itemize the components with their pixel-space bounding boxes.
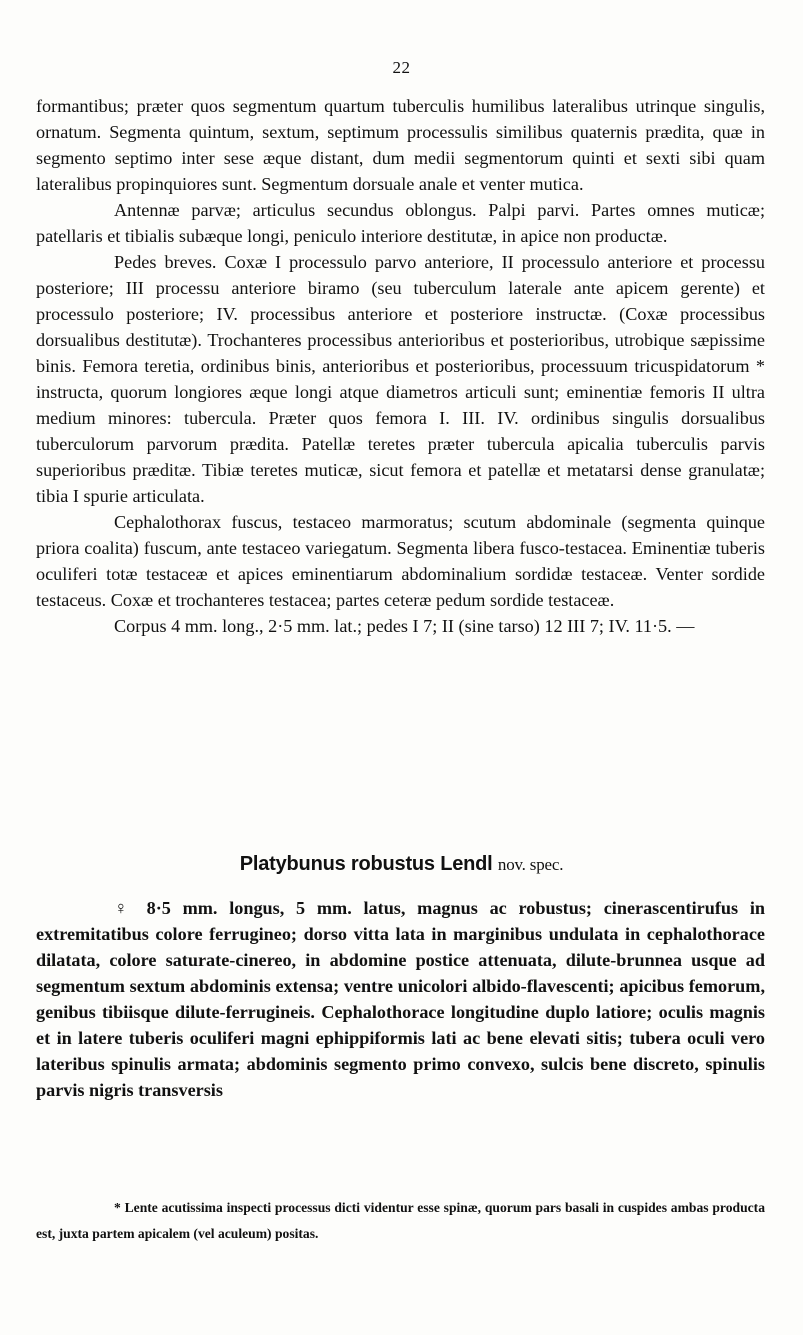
species-heading xyxy=(0,853,803,876)
paragraph: Pedes breves. Coxæ I processulo parvo anteriore, II processulo anteriore et processu posteriore; III processu anteriore biramo (seu tuberculum laterale ante apicem gerente) et processulo posteriore; IV. processibus anteriore et posteriore instructæ. (Coxæ processibus dorsualibus destitutæ). Trochanteres processibus anterioribus et posterioribus, utrobique sæpissime binis. Femora teretia, ordinibus binis, anterioribus et posterioribus, processuum tricuspidatorum * instructa, quorum longiores æque longi atque diametros articuli sunt; eminentiæ femoris II ultra medium minores: tubercula. Præter quos femora I. III. IV. ordinibus singulis dorsualibus tuberculorum parvorum prædita. Patellæ teretes præter tubercula apicalia tuberculis parvis superioribus præditæ. Tibiæ teretes muticæ, sicut femora et patellæ et metatarsi dense granulatæ; tibia I spurie articulata. xyxy=(36,252,765,506)
paragraph: Cephalothorax fuscus, testaceo marmoratus; scutum abdominale (segmenta quinque priora coalita) fuscum, ante testaceo variegatum. Segmenta libera fusco-testacea. Eminentiæ tuberis oculiferi totæ testaceæ et apices eminentiarum abdominalium sordidæ testaceæ. Venter sordide testaceus. Coxæ et trochanteres testacea; partes ceteræ pedum sordide testaceæ. xyxy=(36,512,765,610)
footnote-text: * Lente acutissima inspecti processus dicti videntur esse spinæ, quorum pars basali in cuspides ambas producta est, juxta partem apicalem (vel aculeum) positas. xyxy=(36,1200,765,1241)
paragraph: Antennæ parvæ; articulus secundus oblongus. Palpi parvi. Partes omnes muticæ; patellaris et tibialis subæque longi, peniculo interiore destitutæ, in apice non productæ. xyxy=(36,200,765,246)
main-text xyxy=(36,93,765,639)
page-number: 22 xyxy=(392,58,411,77)
species-suffix: nov. spec. xyxy=(497,855,564,874)
footnote xyxy=(36,1195,765,1247)
species-title: Platybunus robustus Lendl xyxy=(239,853,493,875)
description-paragraph: ♀ 8·5 mm. longus, 5 mm. latus, magnus ac robustus; cinerascentirufus in extremitatibus colore ferrugineo; dorso vitta lata in marginibus undulata in cephalothorace dilatata, colore saturate-cinereo, in abdomine postice attenuata, dilute-brunnea usque ad segmentum sextum abdominis extensa; ventre unicolori albido-flavescenti; apicibus femorum, genibus tibiisque dilute-ferrugineis. Cephalothorace longitudine duplo latiore; oculis magnis et in latere tuberis oculiferi magni ephippiformis lati ac bene elevati sitis; tubera oculi vero lateribus spinulis armata; abdominis segmento primo convexo, sulcis bene discreto, spinulis parvis nigris transversis xyxy=(36,898,765,1100)
species-description xyxy=(36,895,765,1103)
paragraph: Corpus 4 mm. long., 2·5 mm. lat.; pedes I 7; II (sine tarso) 12 III 7; IV. 11·5. — xyxy=(114,616,695,636)
paragraph: formantibus; præter quos segmentum quartum tuberculis humilibus lateralibus utrinque singulis, ornatum. Segmenta quintum, sextum, septimum processulis similibus quaternis prædita, quæ in segmento septimo inter sese æque distant, dum medii segmentorum quinti et sexti sibi quam lateralibus propinquiores sunt. Segmentum dorsuale anale et venter mutica. xyxy=(36,96,765,194)
